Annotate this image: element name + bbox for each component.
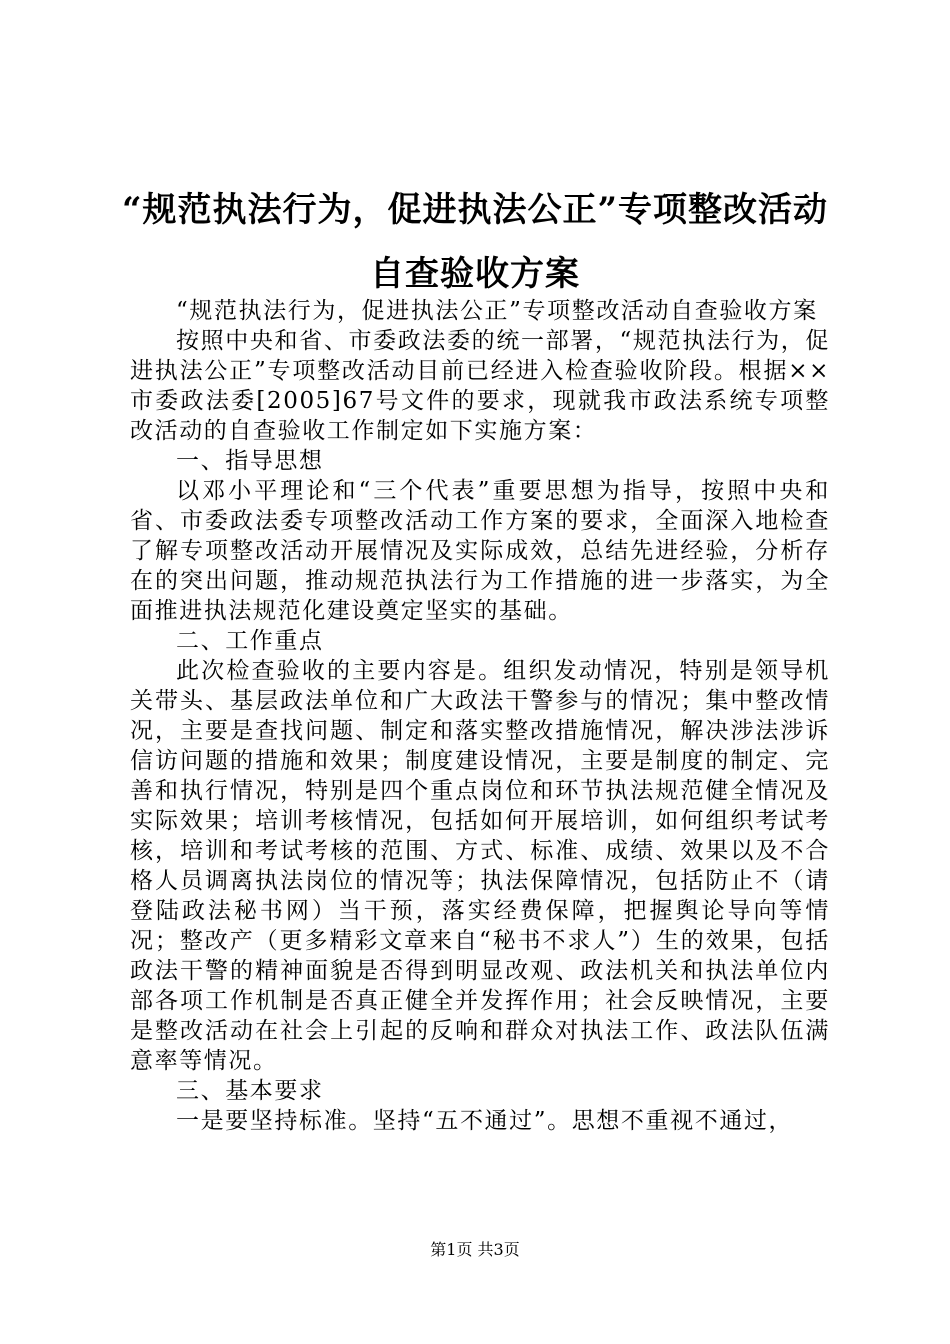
document-title: “规范执法行为，促进执法公正”专项整改活动自查验收方案 bbox=[121, 190, 829, 294]
paragraph-intro: 按照中央和省、市委政法委的统一部署，“规范执法行为，促进执法公正”专项整改活动目前已经进入检查验收阶段。根据××市委政法委[2005]67号文件的要求，现就我市政法系统专项整改活动的自查验收工作制定如下实施方案： bbox=[130, 328, 830, 444]
paragraph-title-repeat: “规范执法行为，促进执法公正”专项整改活动自查验收方案 bbox=[176, 298, 818, 324]
section-heading-guiding-ideology: 一、指导思想 bbox=[176, 448, 324, 474]
paragraph-guiding-ideology: 以邓小平理论和“三个代表”重要思想为指导，按照中央和省、市委政法委专项整改活动工作方案的要求，全面深入地检查了解专项整改活动开展情况及实际成效，总结先进经验，分析存在的突出问题，推动规范执法行为工作措施的进一步落实，为全面推进执法规范化建设奠定坚实的基础。 bbox=[130, 478, 830, 624]
page-number-footer: 第1页 共3页 bbox=[430, 1240, 520, 1259]
document-body bbox=[130, 296, 830, 1136]
paragraph-basic-requirements: 一是要坚持标准。坚持“五不通过”。思想不重视不通过， bbox=[176, 1108, 794, 1134]
section-heading-work-focus: 二、工作重点 bbox=[176, 628, 324, 654]
paragraph-work-focus: 此次检查验收的主要内容是。组织发动情况，特别是领导机关带头、基层政法单位和广大政法干警参与的情况；集中整改情况，主要是查找问题、制定和落实整改措施情况，解决涉法涉诉信访问题的措施和效果；制度建设情况，主要是制度的制定、完善和执行情况，特别是四个重点岗位和环节执法规范健全情况及实际效果；培训考核情况，包括如何开展培训，如何组织考试考核，培训和考试考核的范围、方式、标准、成绩、效果以及不合格人员调离执法岗位的情况等；执法保障情况，包括防止不（请登陆政法秘书网）当干预，落实经费保障，把握舆论导向等情况；整改产（更多精彩文章来自“秘书不求人”）生的效果，包括政法干警的精神面貌是否得到明显改观、政法机关和执法单位内部各项工作机制是否真正健全并发挥作用；社会反映情况，主要是整改活动在社会上引起的反响和群众对执法工作、政法队伍满意率等情况。 bbox=[130, 658, 830, 1074]
section-heading-basic-requirements: 三、基本要求 bbox=[176, 1078, 324, 1104]
